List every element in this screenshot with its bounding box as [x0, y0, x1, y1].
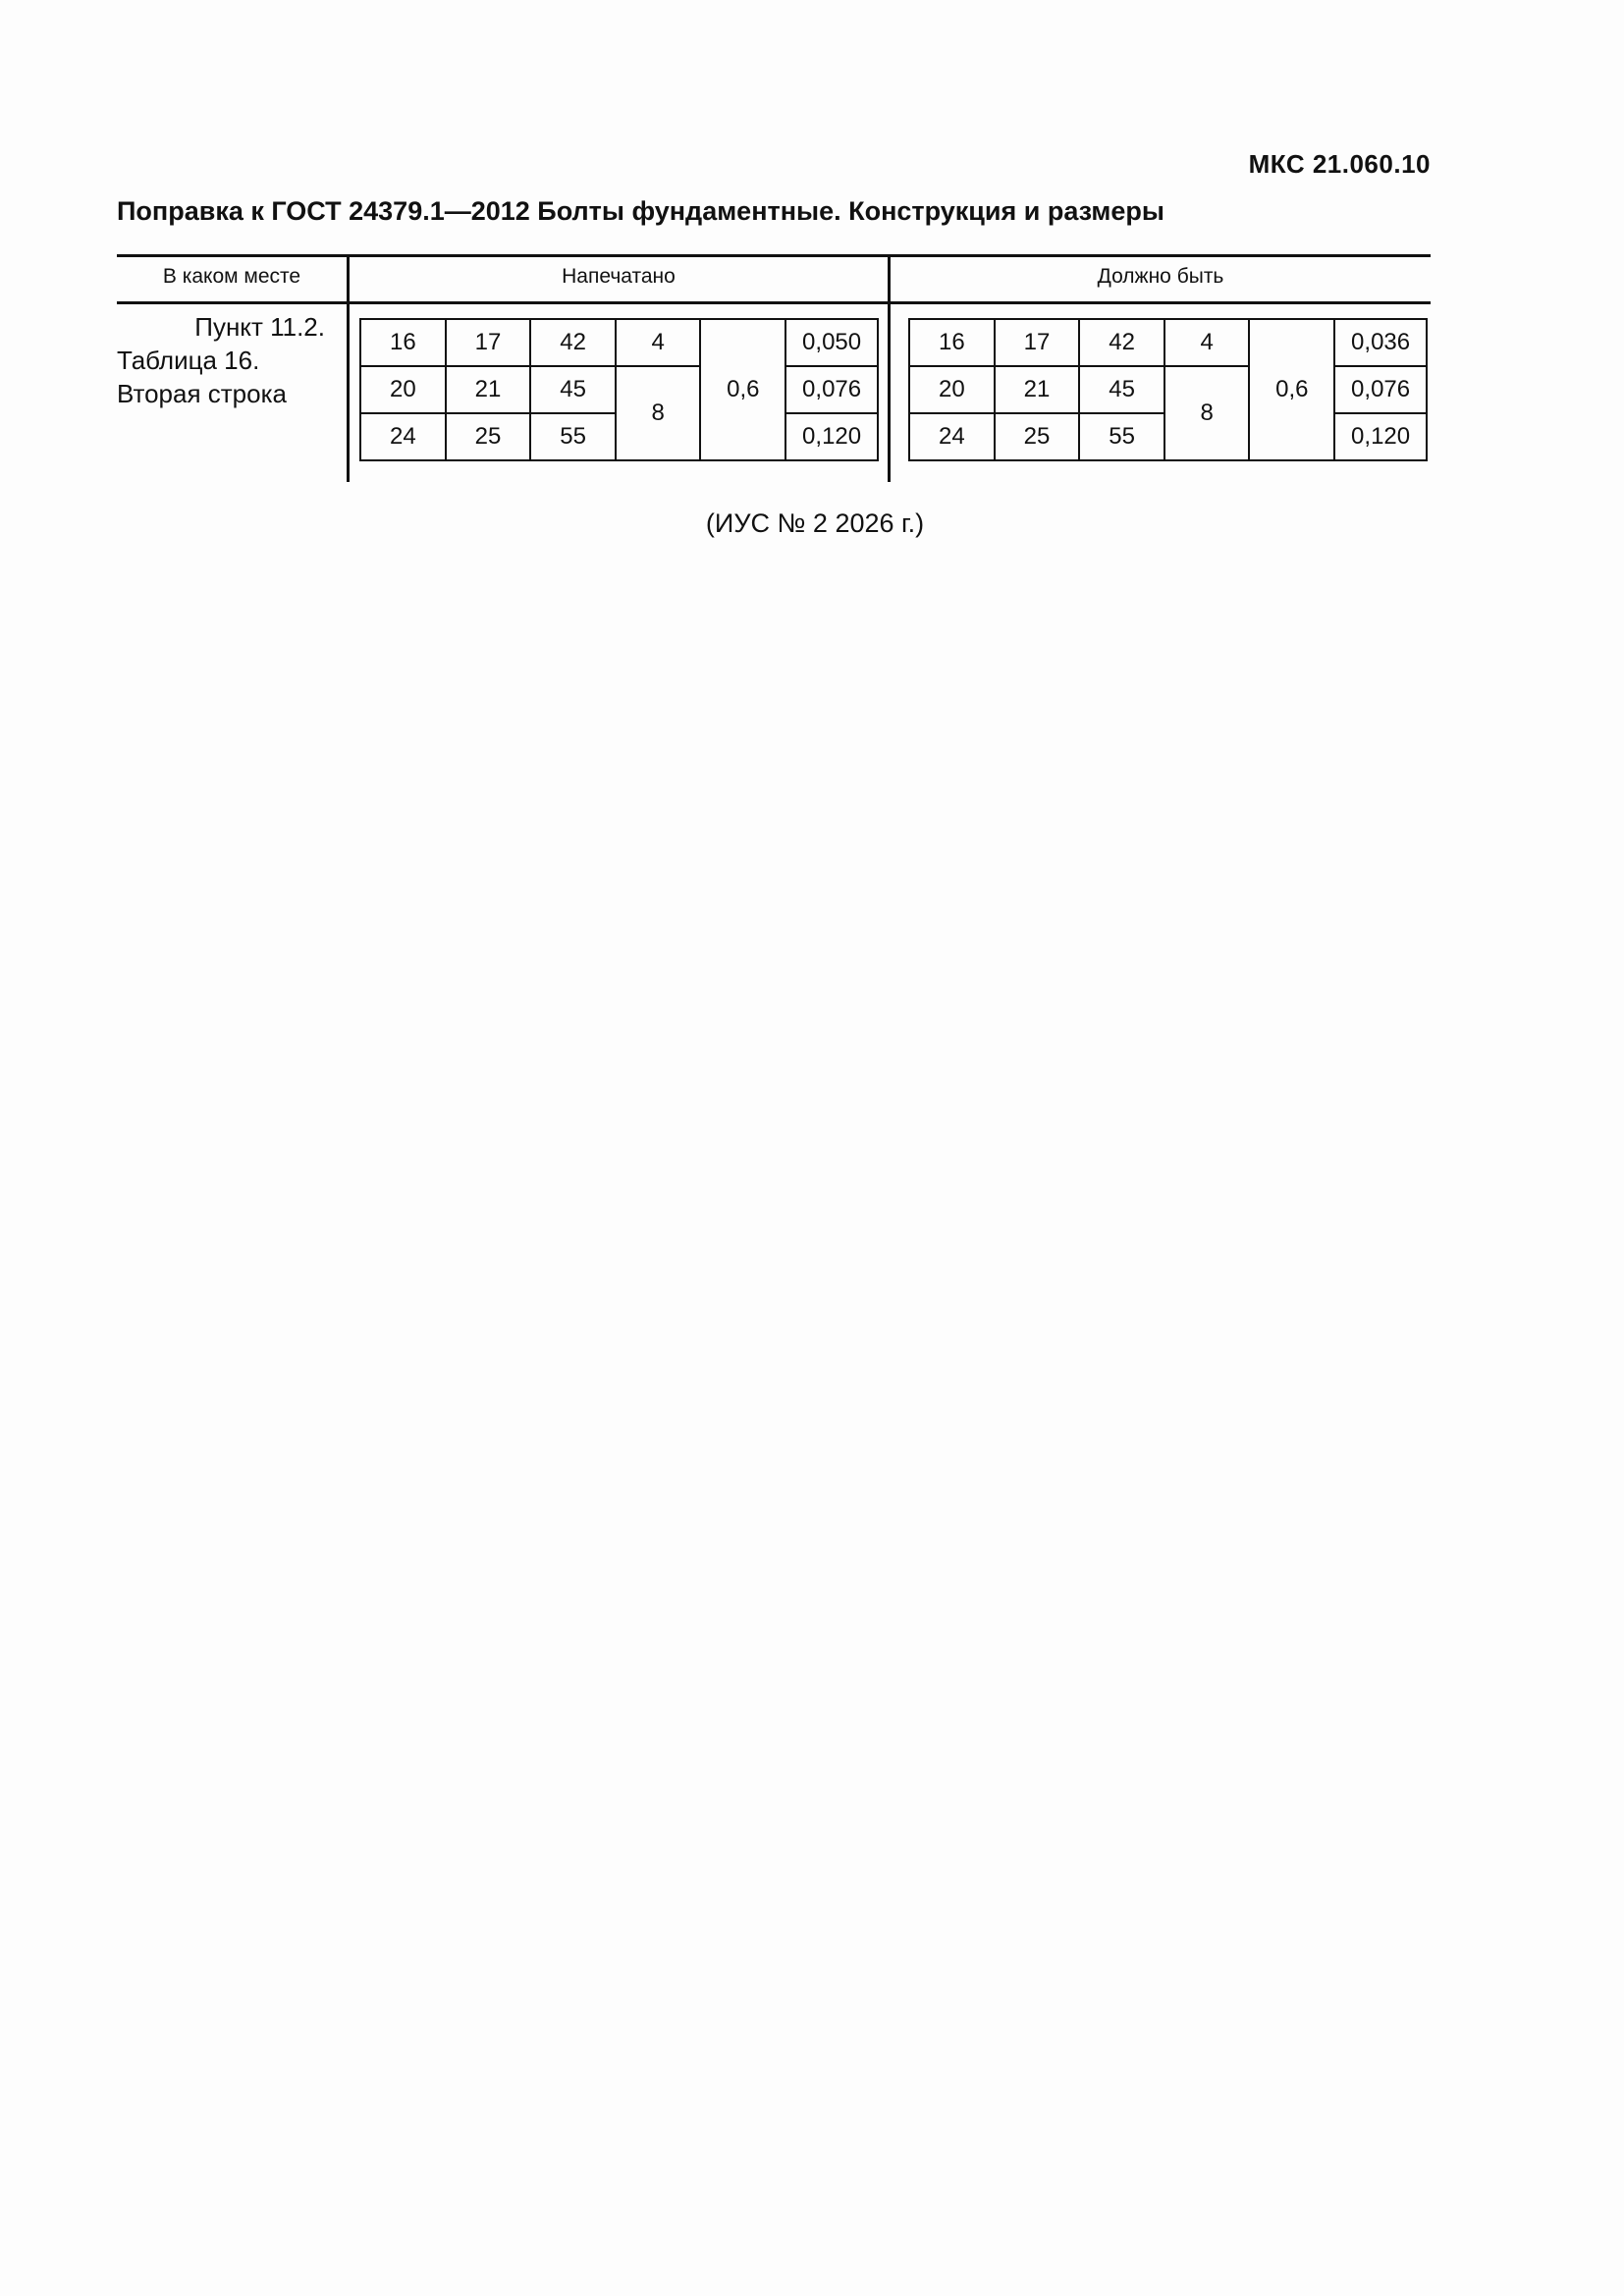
printed-table	[359, 318, 879, 461]
table-header-rule	[117, 301, 1431, 304]
table-cell: 4	[1164, 319, 1250, 366]
table-cell: 42	[1079, 319, 1164, 366]
column-header-place: В каком месте	[162, 265, 301, 288]
table-cell: 0,050	[785, 319, 878, 366]
table-cell: 25	[446, 413, 531, 460]
table-cell: 8	[1164, 366, 1250, 460]
table-row	[360, 319, 878, 366]
place-line: Таблица 16.	[117, 346, 260, 375]
table-top-rule	[117, 254, 1431, 257]
should-be-table	[908, 318, 1428, 461]
table-cell: 17	[995, 319, 1080, 366]
table-cell: 45	[1079, 366, 1164, 413]
table-cell: 0,120	[1334, 413, 1427, 460]
document-title: Поправка к ГОСТ 24379.1—2012 Болты фундаментные. Конструкция и размеры	[117, 196, 1164, 226]
table-cell: 17	[446, 319, 531, 366]
table-row	[909, 319, 1427, 366]
table-cell: 55	[1079, 413, 1164, 460]
table-cell: 55	[530, 413, 616, 460]
place-line: Пункт 11.2.	[194, 312, 325, 342]
place-description	[117, 310, 325, 410]
table-cell: 4	[616, 319, 701, 366]
table-cell: 16	[360, 319, 446, 366]
table-row	[909, 366, 1427, 413]
table-cell: 20	[360, 366, 446, 413]
table-cell: 0,6	[1249, 319, 1334, 460]
footer-text: (ИУС № 2 2026 г.)	[705, 508, 925, 538]
table-cell: 0,076	[785, 366, 878, 413]
table-cell: 42	[530, 319, 616, 366]
table-cell: 16	[909, 319, 995, 366]
classification-code: МКС 21.060.10	[1248, 149, 1431, 179]
table-cell: 24	[360, 413, 446, 460]
column-header-should-be: Должно быть	[1097, 265, 1224, 288]
column-header-printed: Напечатано	[562, 265, 676, 288]
place-line: Вторая строка	[117, 379, 288, 408]
table-cell: 0,036	[1334, 319, 1427, 366]
table-cell: 0,076	[1334, 366, 1427, 413]
table-row	[360, 366, 878, 413]
table-cell: 21	[995, 366, 1080, 413]
table-cell: 25	[995, 413, 1080, 460]
table-cell: 0,120	[785, 413, 878, 460]
table-cell: 0,6	[700, 319, 785, 460]
table-cell: 20	[909, 366, 995, 413]
table-cell: 21	[446, 366, 531, 413]
table-cell: 45	[530, 366, 616, 413]
table-cell: 24	[909, 413, 995, 460]
footer-note	[0, 508, 1624, 539]
table-cell: 8	[616, 366, 701, 460]
